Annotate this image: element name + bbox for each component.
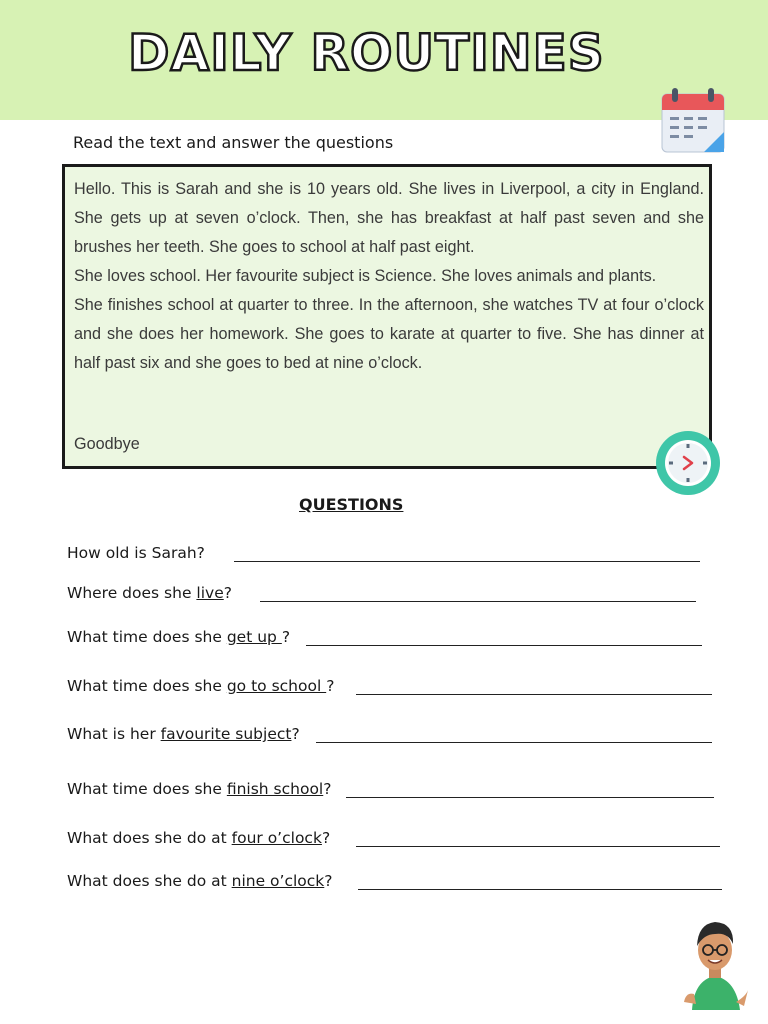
reading-passage-box [62, 164, 712, 469]
question-label [67, 829, 330, 853]
teacher-avatar-icon [680, 910, 750, 1015]
question-keyword: favourite subject [160, 725, 292, 743]
question-label [67, 677, 334, 701]
question-text: What time does she [67, 780, 227, 798]
question-text: What does she do at [67, 829, 232, 847]
clock-icon [655, 430, 721, 496]
passage-closing: Goodbye [74, 435, 140, 453]
question-label [67, 872, 333, 896]
answer-line[interactable] [316, 742, 712, 743]
question-keyword: four o’clock [231, 829, 322, 847]
question-keyword: finish school [226, 780, 324, 798]
question-text: How old is Sarah? [67, 544, 205, 562]
answer-line[interactable] [234, 561, 700, 562]
question-mark: ? [323, 780, 332, 798]
passage-paragraph: She loves school. Her favourite subject is Science. She loves animals and plants. [74, 267, 657, 285]
question-label [67, 544, 205, 568]
question-label [67, 628, 290, 652]
reading-passage [74, 175, 704, 378]
question-keyword: go to school [226, 677, 327, 695]
question-keyword: live [196, 584, 224, 602]
passage-paragraph: Hello. This is Sarah and she is 10 years old. She lives in Liverpool, a city in England. She gets up at seven o’clock. Then, she has breakfast at half past seven and she brushes her teeth. She goes to school at half past eight. [74, 180, 704, 256]
question-mark: ? [291, 725, 300, 743]
question-mark: ? [281, 628, 291, 646]
question-mark: ? [326, 677, 335, 695]
question-label [67, 584, 232, 608]
question-text: What time does she [67, 677, 227, 695]
page-title: DAILY ROUTINES [128, 24, 605, 82]
answer-line[interactable] [358, 889, 722, 890]
question-text: What time does she [67, 628, 227, 646]
question-text: What does she do at [67, 872, 232, 890]
question-mark: ? [321, 829, 331, 847]
question-text: Where does she [67, 584, 197, 602]
passage-paragraph: She finishes school at quarter to three. In the afternoon, she watches TV at four o’clock and she does her homework. She goes to karate at quarter to five. She has dinner at half past six and she goes to bed at nine o’clock. [74, 296, 704, 372]
answer-line[interactable] [260, 601, 696, 602]
answer-line[interactable] [356, 846, 720, 847]
question-label [67, 725, 300, 749]
questions-heading: QUESTIONS [299, 495, 404, 514]
question-keyword: nine o’clock [231, 872, 325, 890]
question-mark: ? [223, 584, 232, 602]
question-label [67, 780, 331, 804]
instruction-text: Read the text and answer the questions [73, 133, 394, 152]
question-mark: ? [324, 872, 333, 890]
answer-line[interactable] [306, 645, 702, 646]
answer-line[interactable] [346, 797, 714, 798]
answer-line[interactable] [356, 694, 712, 695]
calendar-icon [660, 86, 728, 156]
question-keyword: get up [226, 628, 282, 646]
question-text: What is her [67, 725, 161, 743]
